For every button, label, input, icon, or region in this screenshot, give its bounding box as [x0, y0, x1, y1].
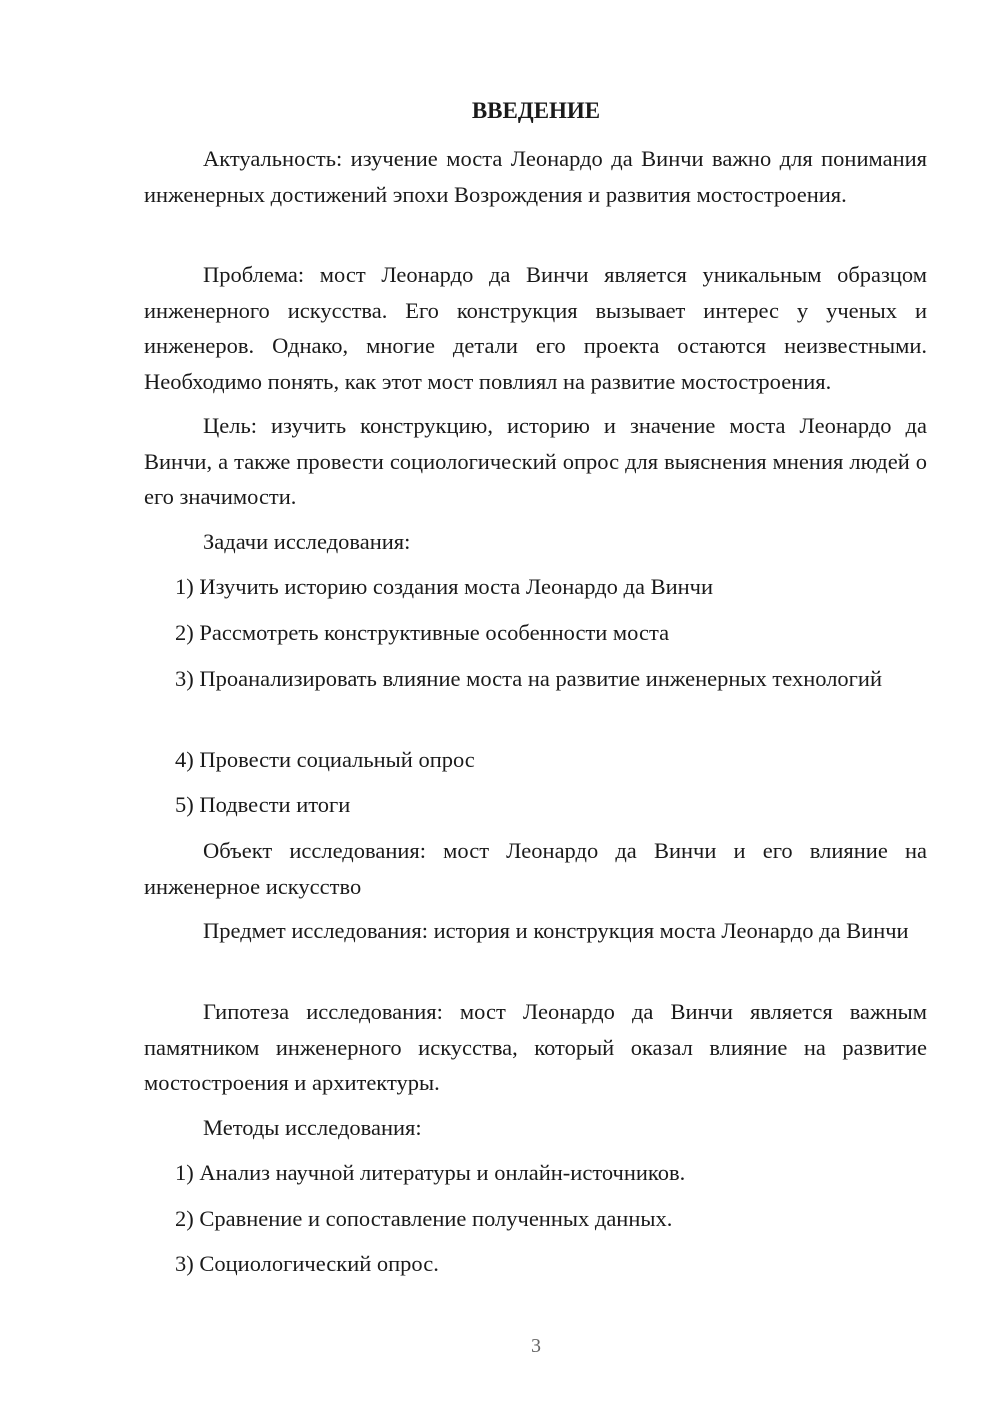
tasks-heading: Задачи исследования: — [203, 529, 411, 554]
page-title: ВВЕДЕНИЕ — [471, 98, 601, 123]
task-item: 5) Подвести итоги — [175, 792, 351, 817]
task-item: 3) Проанализировать влияние моста на развитие инженерных технологий — [175, 666, 882, 691]
subject-paragraph: Предмет исследования: история и конструкция моста Леонардо да Винчи — [203, 918, 909, 943]
methods-heading: Методы исследования: — [203, 1115, 422, 1140]
hypothesis-paragraph: Гипотеза исследования: мост Леонардо да Винчи является важным памятником инженерного искусства, который оказал влияние на развитие мостостроения и архитектуры. — [144, 999, 927, 1095]
goal-paragraph: Цель: изучить конструкцию, историю и значение моста Леонардо да Винчи, а также провести социологический опрос для выяснения мнения людей о его значимости. — [144, 413, 927, 509]
task-item: 2) Рассмотреть конструктивные особенности моста — [175, 620, 670, 645]
method-item: 3) Социологический опрос. — [175, 1251, 439, 1276]
relevance-paragraph: Актуальность: изучение моста Леонардо да Винчи важно для понимания инженерных достижений эпохи Возрождения и развития мостостроения. — [144, 146, 927, 207]
object-paragraph: Объект исследования: мост Леонардо да Винчи и его влияние на инженерное искусство — [144, 838, 927, 899]
page-number: 3 — [531, 1335, 541, 1357]
method-item: 2) Сравнение и сопоставление полученных данных. — [175, 1206, 673, 1231]
problem-paragraph: Проблема: мост Леонардо да Винчи является уникальным образцом инженерного искусства. Его конструкция вызывает интерес у ученых и инженеров. Однако, многие детали его проекта остаются неизвестными. Необходимо понять, как этот мост повлиял на развитие мостостроения. — [144, 262, 927, 394]
task-item: 1) Изучить историю создания моста Леонардо да Винчи — [175, 574, 714, 599]
task-item: 4) Провести социальный опрос — [175, 747, 475, 772]
method-item: 1) Анализ научной литературы и онлайн-источников. — [175, 1160, 686, 1185]
